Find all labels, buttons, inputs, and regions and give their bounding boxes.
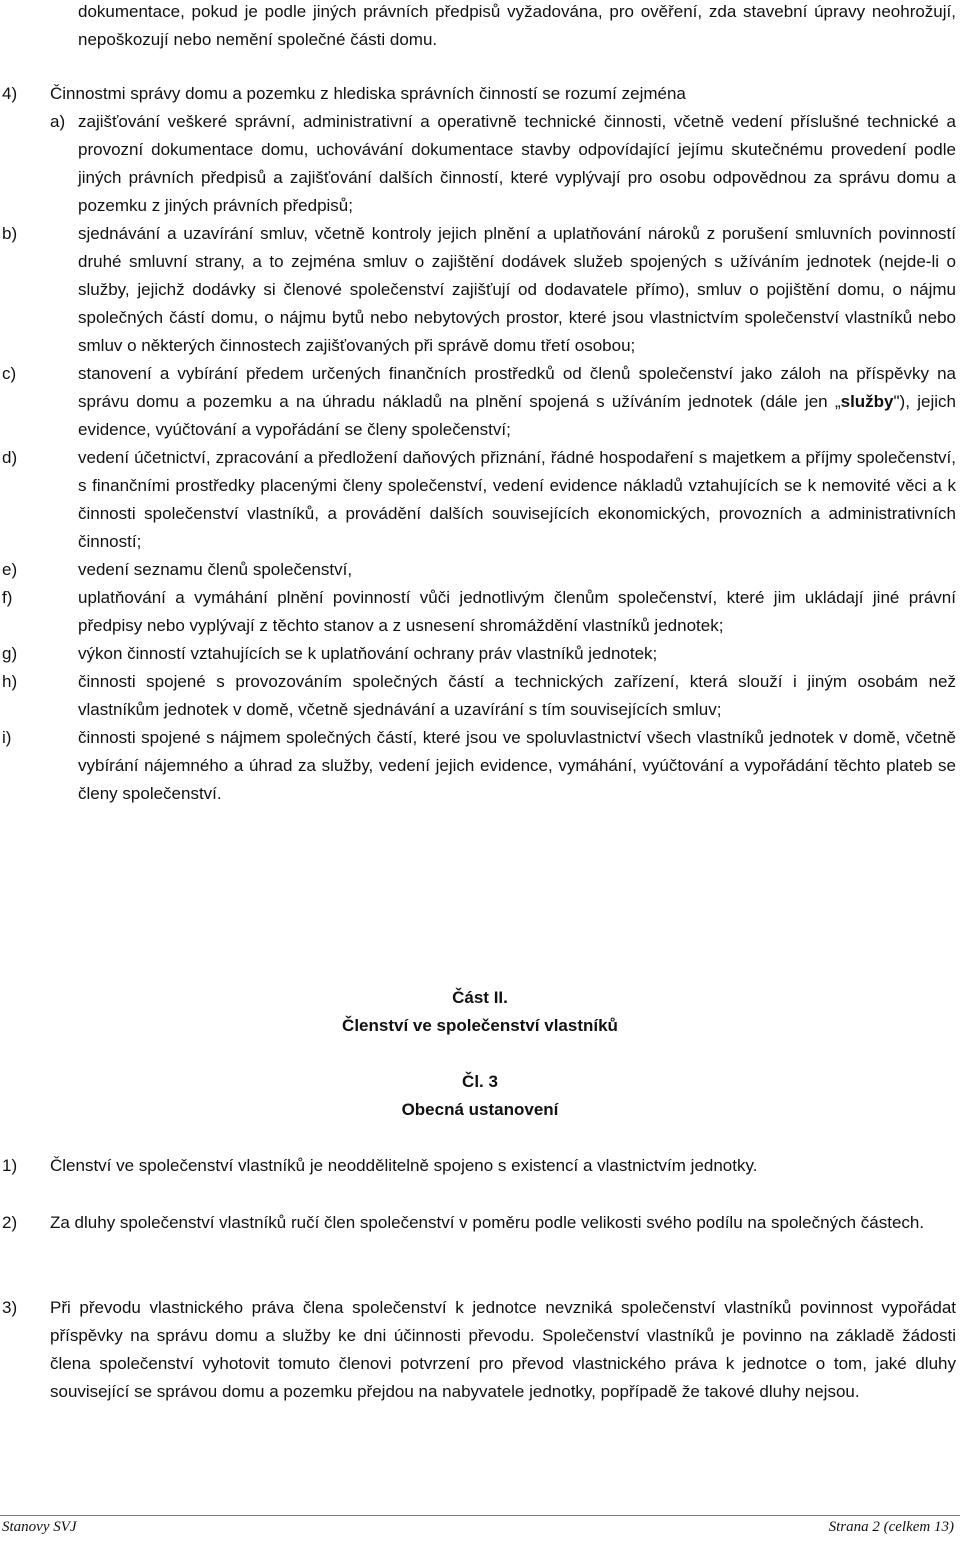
list-item-label: h)	[2, 672, 18, 691]
list-item-label: d)	[2, 448, 18, 467]
numbered-paragraph	[2, 1294, 956, 1406]
part-subtitle: Členství ve společenství vlastníků	[342, 1016, 618, 1035]
list-item-text: vedení účetnictví, zpracování a předložení daňových přiznání, řádné hospodaření s majetkem a příjmy společenství, s finančními prostředky placenými členy společenství, vedení evidence nákladů vztahujících se k nemovité věci a k činnosti společenství vlastníků, a provádění dalších souvisejících ekonomických, provozních a administrativních činností;	[78, 448, 956, 551]
paragraph-text: Při převodu vlastnického práva člena společenství k jednotce nevzniká společenství vlastníků povinnost vypořádat příspěvky na správu domu a služby ke dni účinnosti převodu. Společenství vlastníků je povinno na základě žádosti člena společenství vyhotovit tomuto členovi potvrzení pro převod vlastnického práva k jednotce o tom, jaké dluhy související se správou domu a pozemku přejdou na nabyvatele jednotky, popřípadě že takové dluhy nejsou.	[50, 1298, 956, 1401]
list-item-text	[78, 360, 956, 444]
page-footer	[2, 1519, 954, 1536]
list-item-label: a)	[50, 112, 66, 131]
list-item-label: f)	[2, 588, 13, 607]
list-item	[2, 444, 956, 556]
list-item-label: e)	[2, 560, 18, 579]
text-segment: "), jejich evidence, vyúčtování a vypořádání se členy společenství;	[78, 392, 956, 439]
paragraph-number: 3)	[2, 1298, 18, 1317]
list-item-text: sjednávání a uzavírání smluv, včetně kontroly jejich plnění a uplatňování nároků z porušení smluvních povinností druhé smluvní strany, a to zejména smluv o zajištění dodávek služeb spojených s užíváním jednotek (nejde-li o služby, jejichž dodávky si členové společenství zajišťují od dodavatele přímo), smluv o pojištění domu, o nájmu společných částí domu, o nájmu bytů nebo nebytových prostor, které jsou vlastnictvím společenství vlastníků nebo smluv o některých činnostech zajišťovaných při správě domu třetí osobou;	[78, 224, 956, 355]
paragraph-number: 1)	[2, 1156, 18, 1175]
list-item	[2, 584, 956, 640]
list-item-label: c)	[2, 364, 17, 383]
list-item	[2, 556, 956, 584]
list-item	[2, 724, 956, 808]
list-item-text: vedení seznamu členů společenství,	[78, 560, 353, 579]
list-item-text: zajišťování veškeré správní, administrativní a operativně technické činnosti, včetně vedení příslušné technické a provozní dokumentace domu, uchovávání dokumentace stavby odpovídající jejímu skutečnému provedení podle jiných právních předpisů a zajišťování dalších činností, které vyplývají pro osobu odpovědnou za správu domu a pozemku z jiných právních předpisů;	[78, 112, 956, 215]
defined-term: služby	[840, 392, 894, 411]
text-segment: stanovení a vybírání předem určených finančních prostředků od členů společenství jako záloh na příspěvky na správu domu a pozemku a na úhradu nákladů na plnění spojená s užíváním jednotek (dále jen „	[78, 364, 956, 411]
list-item-text: činnosti spojené s nájmem společných částí, které jsou ve spoluvlastnictví všech vlastníků jednotek v domě, včetně vybírání nájemného a úhrad za služby, vedení jejich evidence, vymáhání, vyúčtování a vypořádání těchto plateb se členy společenství.	[78, 728, 956, 803]
paragraph-text: Za dluhy společenství vlastníků ručí člen společenství v poměru podle velikosti svého podílu na společných částech.	[50, 1213, 925, 1232]
part-title: Část II.	[452, 988, 508, 1007]
list-item-text: činnosti spojené s provozováním společných částí a technických zařízení, která slouží i jiným osobám než vlastníkům jednotek v domě, včetně sjednávání a uzavírání s tím souvisejících smluv;	[78, 672, 956, 719]
numbered-paragraph	[2, 1152, 956, 1180]
article-subtitle: Obecná ustanovení	[401, 1100, 559, 1119]
list-item	[2, 668, 956, 724]
article4-number: 4)	[2, 84, 18, 103]
footer-document-name: Stanovy SVJ	[2, 1519, 77, 1535]
list-item-label: g)	[2, 644, 18, 663]
list-item-text: výkon činností vztahujících se k uplatňování ochrany práv vlastníků jednotek;	[78, 644, 658, 663]
article4-paragraph	[2, 80, 956, 808]
article4-heading: Činnostmi správy domu a pozemku z hlediska správních činností se rozumí zejména	[50, 84, 686, 103]
list-item	[2, 220, 956, 360]
footer-divider	[0, 1515, 960, 1516]
list-item	[2, 640, 956, 668]
numbered-paragraph	[2, 1209, 956, 1237]
intro-paragraph: dokumentace, pokud je podle jiných právních předpisů vyžadována, pro ověření, zda stavební úpravy neohrožují, nepoškozují nebo nemění společné části domu.	[78, 2, 956, 49]
list-item-label: b)	[2, 224, 18, 243]
list-item-label: i)	[2, 728, 12, 747]
footer-page-number: Strana 2 (celkem 13)	[828, 1519, 954, 1535]
paragraph-text: Členství ve společenství vlastníků je neoddělitelně spojeno s existencí a vlastnictvím jednotky.	[50, 1156, 758, 1175]
article4-item-list	[2, 108, 956, 808]
article4-heading-row	[2, 80, 956, 108]
list-item-text: uplatňování a vymáhání plnění povinností vůči jednotlivým členům společenství, které jim ukládají jiné právní předpisy nebo vyplývají z těchto stanov a z usnesení shromáždění vlastníků jednotek;	[78, 588, 956, 635]
list-item	[2, 360, 956, 444]
article-title: Čl. 3	[462, 1072, 498, 1091]
paragraph-number: 2)	[2, 1213, 18, 1232]
list-item	[2, 108, 956, 220]
